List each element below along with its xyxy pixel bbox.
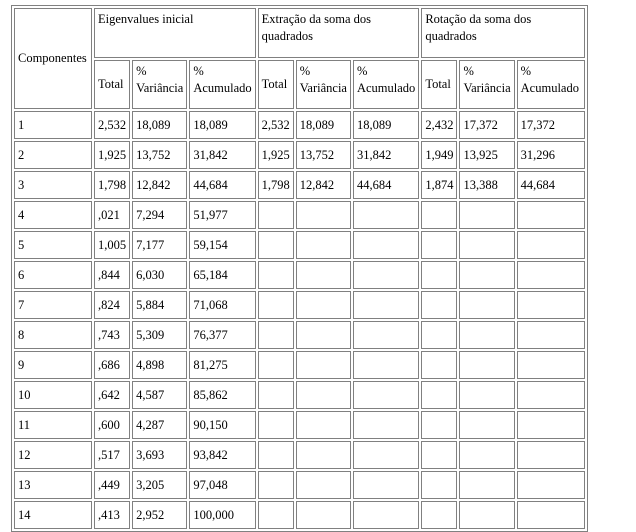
value-cell-initial: ,449: [94, 471, 130, 499]
value-cell-initial: ,642: [94, 381, 130, 409]
value-cell-rotation: [421, 231, 457, 259]
value-cell-extraction: [353, 201, 419, 229]
table-row: [14, 411, 585, 439]
value-cell-extraction: [296, 471, 351, 499]
value-cell-extraction: 31,842: [353, 141, 419, 169]
value-cell-rotation: [459, 351, 514, 379]
value-cell-initial: 93,842: [189, 441, 255, 469]
value-cell-initial: 5,884: [132, 291, 187, 319]
component-cell: 11: [14, 411, 92, 439]
value-cell-extraction: [353, 471, 419, 499]
value-cell-extraction: [353, 291, 419, 319]
subheader-extraction-total: Total: [258, 60, 294, 109]
value-cell-rotation: [421, 291, 457, 319]
table-row: [14, 231, 585, 259]
value-cell-rotation: [421, 201, 457, 229]
value-cell-extraction: [353, 441, 419, 469]
value-cell-initial: 12,842: [132, 171, 187, 199]
value-cell-rotation: [459, 471, 514, 499]
value-cell-initial: 4,287: [132, 411, 187, 439]
value-cell-rotation: 1,949: [421, 141, 457, 169]
group-header-initial: Eigenvalues inicial: [94, 8, 256, 58]
value-cell-initial: 85,862: [189, 381, 255, 409]
value-cell-rotation: [459, 261, 514, 289]
value-cell-extraction: [258, 501, 294, 529]
value-cell-rotation: 13,388: [459, 171, 514, 199]
value-cell-extraction: [296, 201, 351, 229]
value-cell-initial: 59,154: [189, 231, 255, 259]
subheader-initial-total: Total: [94, 60, 130, 109]
value-cell-initial: 3,693: [132, 441, 187, 469]
value-cell-extraction: [353, 321, 419, 349]
value-cell-initial: 2,952: [132, 501, 187, 529]
value-cell-rotation: [421, 411, 457, 439]
value-cell-extraction: [296, 501, 351, 529]
value-cell-initial: 97,048: [189, 471, 255, 499]
value-cell-extraction: [353, 501, 419, 529]
value-cell-extraction: [353, 231, 419, 259]
component-cell: 10: [14, 381, 92, 409]
table-row: [14, 471, 585, 499]
value-cell-extraction: [258, 411, 294, 439]
value-cell-rotation: [421, 261, 457, 289]
value-cell-rotation: [517, 441, 585, 469]
table-row: [14, 501, 585, 529]
value-cell-extraction: [258, 351, 294, 379]
value-cell-initial: 1,798: [94, 171, 130, 199]
subheader-rotation-variance: [459, 60, 514, 109]
value-cell-rotation: [421, 471, 457, 499]
value-cell-extraction: [296, 291, 351, 319]
value-cell-initial: 7,177: [132, 231, 187, 259]
value-cell-initial: 81,275: [189, 351, 255, 379]
value-cell-initial: ,021: [94, 201, 130, 229]
value-cell-rotation: 31,296: [517, 141, 585, 169]
subheader-rotation-total: Total: [421, 60, 457, 109]
value-cell-rotation: [459, 201, 514, 229]
table-row: [14, 201, 585, 229]
value-cell-initial: 18,089: [189, 111, 255, 139]
value-cell-extraction: 13,752: [296, 141, 351, 169]
value-cell-extraction: 18,089: [353, 111, 419, 139]
value-cell-initial: 90,150: [189, 411, 255, 439]
value-cell-initial: ,824: [94, 291, 130, 319]
value-cell-rotation: [517, 231, 585, 259]
subheader-initial-cumulative: [189, 60, 255, 109]
value-cell-extraction: [296, 411, 351, 439]
component-cell: 14: [14, 501, 92, 529]
value-cell-extraction: [296, 381, 351, 409]
value-cell-initial: 18,089: [132, 111, 187, 139]
value-cell-initial: 44,684: [189, 171, 255, 199]
value-cell-rotation: [459, 231, 514, 259]
component-cell: 5: [14, 231, 92, 259]
value-cell-rotation: 17,372: [459, 111, 514, 139]
value-cell-extraction: [353, 381, 419, 409]
value-cell-extraction: [258, 231, 294, 259]
value-cell-rotation: [421, 441, 457, 469]
value-cell-initial: 71,068: [189, 291, 255, 319]
group-header-rotation: Rotação da soma dos quadrados: [421, 8, 584, 58]
value-cell-rotation: [459, 501, 514, 529]
value-cell-extraction: [296, 261, 351, 289]
subheader-cumulative-word: Acumulado: [193, 81, 252, 95]
subheader-variance-pct: %: [136, 64, 147, 78]
value-cell-extraction: [258, 381, 294, 409]
subheader-cumulative-pct: %: [356, 64, 368, 78]
value-cell-initial: 76,377: [189, 321, 255, 349]
component-cell: 13: [14, 471, 92, 499]
subheader-rotation-cumulative: [517, 60, 585, 109]
subheader-variance-word: Variância: [299, 81, 347, 95]
value-cell-rotation: [517, 291, 585, 319]
variance-table: [11, 5, 588, 532]
component-cell: 6: [14, 261, 92, 289]
value-cell-extraction: [258, 291, 294, 319]
subheader-cumulative-word: Acumulado: [520, 81, 579, 95]
subheader-variance-pct: %: [463, 64, 474, 78]
value-cell-extraction: [353, 411, 419, 439]
value-cell-initial: 7,294: [132, 201, 187, 229]
value-cell-initial: ,686: [94, 351, 130, 379]
value-cell-rotation: [459, 291, 514, 319]
value-cell-rotation: [421, 381, 457, 409]
value-cell-extraction: 18,089: [296, 111, 351, 139]
value-cell-rotation: 1,874: [421, 171, 457, 199]
table-row: [14, 291, 585, 319]
value-cell-rotation: [517, 471, 585, 499]
subheader-initial-variance: [132, 60, 187, 109]
value-cell-rotation: [517, 321, 585, 349]
value-cell-extraction: [296, 441, 351, 469]
table-row: [14, 381, 585, 409]
component-cell: 7: [14, 291, 92, 319]
components-header: Componentes: [14, 8, 92, 109]
component-cell: 2: [14, 141, 92, 169]
value-cell-rotation: [517, 201, 585, 229]
subheader-cumulative-pct: %: [520, 64, 532, 78]
value-cell-rotation: [459, 441, 514, 469]
value-cell-initial: ,600: [94, 411, 130, 439]
subheader-extraction-variance: [296, 60, 351, 109]
value-cell-initial: ,743: [94, 321, 130, 349]
subheader-extraction-cumulative: [353, 60, 419, 109]
value-cell-initial: 13,752: [132, 141, 187, 169]
value-cell-initial: 65,184: [189, 261, 255, 289]
component-cell: 3: [14, 171, 92, 199]
value-cell-extraction: [258, 261, 294, 289]
value-cell-initial: 6,030: [132, 261, 187, 289]
value-cell-extraction: [353, 261, 419, 289]
value-cell-extraction: 1,798: [258, 171, 294, 199]
group-header-extraction: Extração da soma dos quadrados: [258, 8, 420, 58]
table-row: [14, 261, 585, 289]
table-row: [14, 171, 585, 199]
table-row: [14, 441, 585, 469]
table-row: [14, 321, 585, 349]
value-cell-initial: 3,205: [132, 471, 187, 499]
table-row: [14, 111, 585, 139]
value-cell-extraction: [258, 441, 294, 469]
value-cell-initial: 1,005: [94, 231, 130, 259]
subheader-cumulative-pct: %: [193, 64, 204, 78]
component-cell: 1: [14, 111, 92, 139]
value-cell-rotation: [421, 351, 457, 379]
value-cell-rotation: [517, 411, 585, 439]
value-cell-extraction: 12,842: [296, 171, 351, 199]
component-cell: 8: [14, 321, 92, 349]
value-cell-initial: ,517: [94, 441, 130, 469]
value-cell-rotation: [421, 321, 457, 349]
value-cell-rotation: 17,372: [517, 111, 585, 139]
value-cell-extraction: 1,925: [258, 141, 294, 169]
value-cell-initial: 4,898: [132, 351, 187, 379]
value-cell-rotation: [459, 381, 514, 409]
value-cell-rotation: [459, 321, 514, 349]
value-cell-initial: 5,309: [132, 321, 187, 349]
value-cell-extraction: 2,532: [258, 111, 294, 139]
value-cell-extraction: [258, 321, 294, 349]
value-cell-initial: ,413: [94, 501, 130, 529]
value-cell-initial: 1,925: [94, 141, 130, 169]
value-cell-extraction: 44,684: [353, 171, 419, 199]
value-cell-extraction: [353, 351, 419, 379]
value-cell-extraction: [296, 231, 351, 259]
value-cell-rotation: [517, 261, 585, 289]
value-cell-extraction: [258, 471, 294, 499]
value-cell-rotation: [421, 501, 457, 529]
value-cell-rotation: 44,684: [517, 171, 585, 199]
table-row: [14, 351, 585, 379]
value-cell-initial: 51,977: [189, 201, 255, 229]
subheader-variance-word: Variância: [136, 81, 184, 95]
value-cell-rotation: [517, 351, 585, 379]
subheader-variance-pct: %: [299, 64, 311, 78]
component-cell: 9: [14, 351, 92, 379]
value-cell-extraction: [296, 351, 351, 379]
value-cell-rotation: 2,432: [421, 111, 457, 139]
value-cell-rotation: [459, 411, 514, 439]
component-cell: 12: [14, 441, 92, 469]
value-cell-extraction: [296, 321, 351, 349]
subheader-cumulative-word: Acumulado: [356, 81, 416, 95]
value-cell-initial: 2,532: [94, 111, 130, 139]
subheader-variance-word: Variância: [463, 81, 511, 95]
component-cell: 4: [14, 201, 92, 229]
value-cell-rotation: [517, 501, 585, 529]
table-row: [14, 141, 585, 169]
value-cell-initial: 31,842: [189, 141, 255, 169]
value-cell-initial: 100,000: [189, 501, 255, 529]
value-cell-rotation: [517, 381, 585, 409]
value-cell-initial: 4,587: [132, 381, 187, 409]
value-cell-extraction: [258, 201, 294, 229]
value-cell-rotation: 13,925: [459, 141, 514, 169]
value-cell-initial: ,844: [94, 261, 130, 289]
